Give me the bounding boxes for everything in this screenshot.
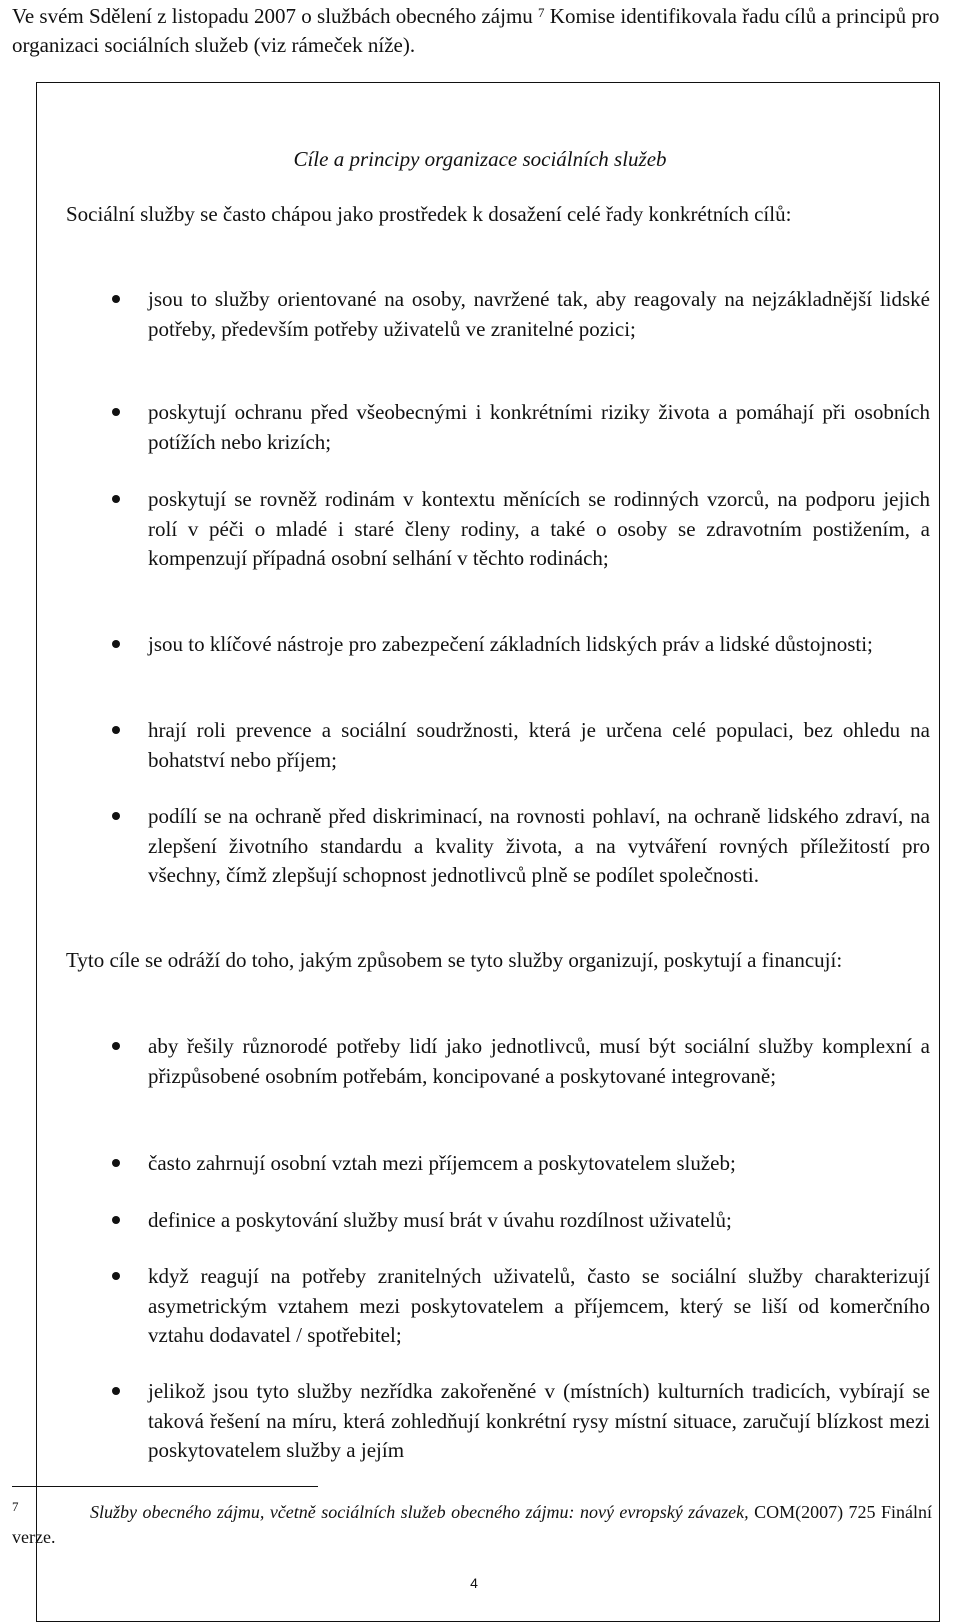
list-item: [148, 285, 930, 344]
list-item: [148, 1149, 930, 1179]
bullet-icon: [112, 1216, 120, 1224]
bullet-icon: [112, 812, 120, 820]
principle-text: často zahrnují osobní vztah mezi příjemcem a poskytovatelem služeb;: [148, 1151, 736, 1175]
box-second-lead-paragraph: Tyto cíle se odráží do toho, jakým způsobem se tyto služby organizují, poskytují a financují:: [66, 948, 843, 972]
box-title: Cíle a principy organizace sociálních služeb: [293, 147, 667, 171]
footnote-title: Služby obecného zájmu, včetně sociálních služeb obecného zájmu: nový evropský závazek,: [90, 1502, 749, 1522]
bullet-icon: [112, 726, 120, 734]
intro-text-before: Ve svém Sdělení z listopadu 2007 o službách obecného zájmu: [12, 4, 539, 28]
footnote: [12, 1500, 932, 1550]
page-number: 4: [470, 1575, 478, 1591]
list-item: [148, 1032, 930, 1091]
intro-text-after: Komise identifikovala řadu cílů a principů pro organizaci sociálních služeb (viz rámeček níže).: [12, 4, 940, 57]
footnote-reference-code: COM(2007) 725 Finální verze.: [12, 1502, 932, 1547]
bullet-icon: [112, 1042, 120, 1050]
list-item: [148, 1206, 930, 1236]
goal-text: poskytují ochranu před všeobecnými i konkrétními riziky života a pomáhají při osobních potížích nebo krizích;: [148, 400, 930, 454]
list-item: [148, 398, 930, 457]
list-item: [148, 630, 930, 660]
goal-text: hrají roli prevence a sociální soudržnosti, která je určena celé populaci, bez ohledu na bohatství nebo příjem;: [148, 718, 930, 772]
goal-text: podílí se na ochraně před diskriminací, na rovnosti pohlaví, na ochraně lidského zdraví, na zlepšení životního standardu a kvality života, a na vytváření rovných příležitostí pro všechny, čímž zlepšují schopnost jednotlivců plně se podílet společnosti.: [148, 804, 930, 887]
box-lead-paragraph: Sociální služby se často chápou jako prostředek k dosažení celé řady konkrétních cílů:: [66, 202, 792, 226]
list-item: [148, 485, 930, 574]
footnote-separator: [12, 1486, 318, 1487]
list-item: [148, 802, 930, 891]
principle-text: když reagují na potřeby zranitelných uživatelů, často se sociální služby charakterizují asymetrickým vztahem mezi poskytovatelem a příjemcem, který se liší od komerčního vztahu dodavatel / spotřebitel;: [148, 1264, 930, 1347]
footnote-mark: 7: [12, 1499, 19, 1514]
bullet-icon: [112, 1272, 120, 1280]
principle-text: aby řešily různorodé potřeby lidí jako jednotlivců, musí být sociální služby komplexní a přizpůsobené osobním potřebám, koncipované a poskytované integrovaně;: [148, 1034, 930, 1088]
intro-paragraph: [12, 2, 948, 60]
principle-text: definice a poskytování služby musí brát v úvahu rozdílnost uživatelů;: [148, 1208, 732, 1232]
goal-text: poskytují se rovněž rodinám v kontextu měnících se rodinných vzorců, na podporu jejich rolí v péči o mladé i staré členy rodiny, a také o osoby se zdravotním postižením, a kompenzují případná osobní selhání v těchto rodinách;: [148, 487, 930, 570]
bullet-icon: [112, 408, 120, 416]
goal-text: jsou to klíčové nástroje pro zabezpečení základních lidských práv a lidské důstojnosti;: [148, 632, 873, 656]
bullet-icon: [112, 640, 120, 648]
bullet-icon: [112, 1159, 120, 1167]
principle-text: jelikož jsou tyto služby nezřídka zakořeněné v (místních) kulturních tradicích, vybírají se taková řešení na míru, která zohledňují konkrétní rysy místní situace, zaručují blízkost mezi poskytovatelem služby a jejím: [148, 1379, 930, 1462]
bullet-icon: [112, 295, 120, 303]
list-item: [148, 1262, 930, 1351]
list-item: [148, 716, 930, 775]
bullet-icon: [112, 1387, 120, 1395]
footnote-reference[interactable]: 7: [538, 5, 545, 20]
goal-text: jsou to služby orientované na osoby, navržené tak, aby reagovaly na nejzákladnější lidské potřeby, především potřeby uživatelů ve zranitelné pozici;: [148, 287, 930, 341]
footnote-text: [12, 1500, 932, 1550]
list-item: [148, 1377, 930, 1466]
bullet-icon: [112, 495, 120, 503]
